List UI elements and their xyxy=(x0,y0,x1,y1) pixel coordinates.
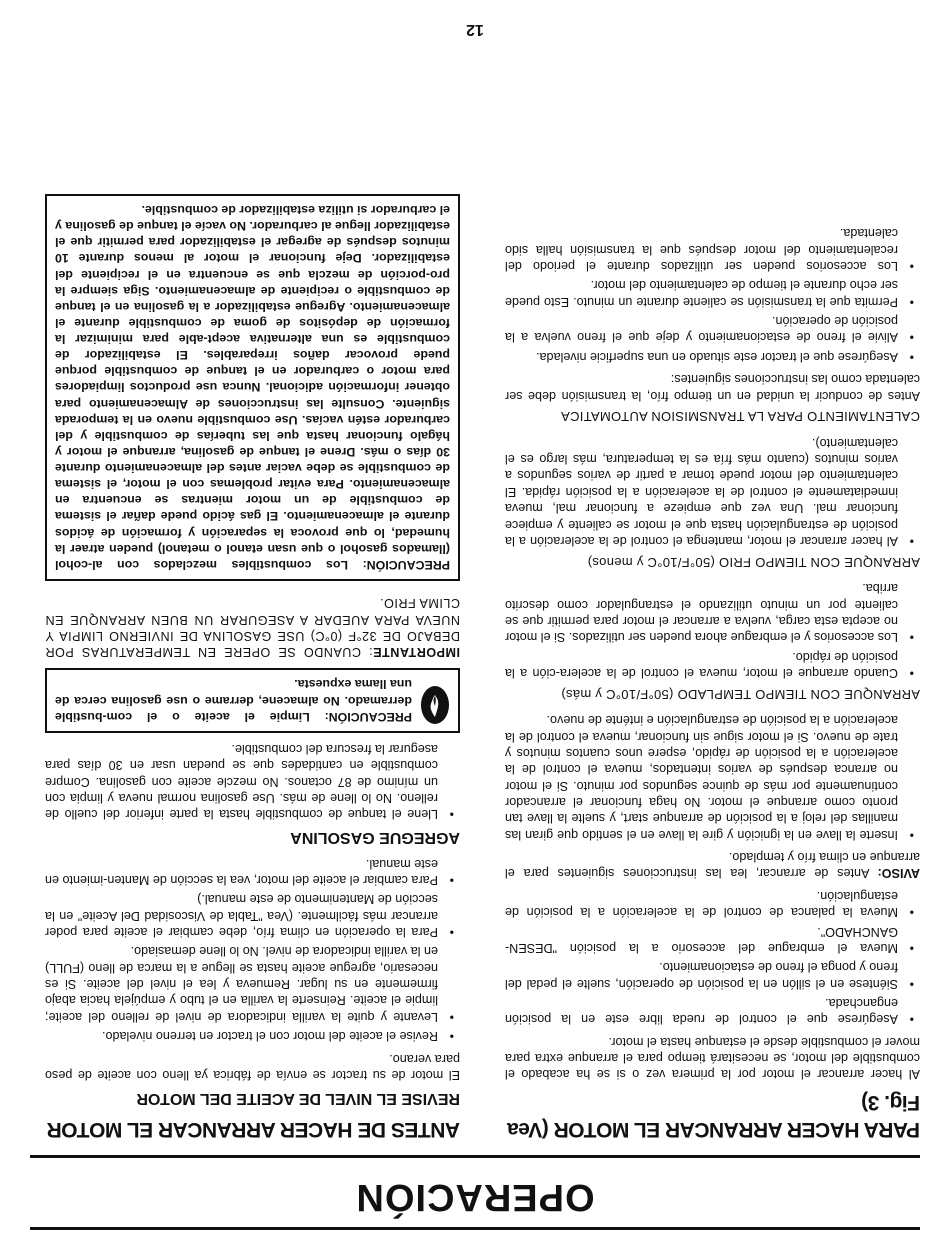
transmission-intro: Antes de conducir la unidad en un tiempo frío, la transmisión debe ser calentada como las instrucciones siguientes: xyxy=(505,372,920,403)
important-label: IMPORTANTE xyxy=(372,645,460,660)
start-engine-intro: Al hacer arrancar el motor por la primera vez o si se ha acabado el combustible del motor, se necesitará tiempo para el arranque extra para mover el combustible desde el estanque hasta el motor. xyxy=(505,1034,920,1082)
cold-weather-heading: ARRANQUE CON TIEMPO FRIO (50°F/10°C y menos) xyxy=(587,554,920,570)
before-start-heading: ANTES DE HACER ARRANCAR EL MOTOR xyxy=(47,1118,460,1141)
notice-label: AVISO: xyxy=(877,866,920,881)
notice-paragraph xyxy=(505,849,920,882)
list-item: • Cuando arranque el motor, mueva el control de la acelera-ción a la posición de rápido. xyxy=(505,648,898,681)
top-rule xyxy=(30,1227,920,1230)
notice-text: Antes de arrancar, lea las instrucciones siguientes para el arranque en clima frío y templado. xyxy=(505,850,920,881)
page-title: OPERACIÓN xyxy=(355,1176,595,1218)
caution-spill-text: PRECAUCIÓN: Limpie el aceite o el com-bustible derramado. No almacene, derrame o use gasolina cerca de una llama expuesta. xyxy=(55,677,412,724)
left-column xyxy=(505,219,920,1143)
list-item: • Revise el aceite del motor con el tractor en terreno nivelado. xyxy=(45,1028,438,1044)
important-text: : CUANDO SE OPERE EN TEMPERATURAS POR DEBAJO DE 32°F (0°C) USE GASOLINA DE INVIERNO LIMPIA Y NUEVA PARA AUEDAR A ASEGURAR UN BUEN ARRANQUE EN CLIMA FRIO. xyxy=(45,596,460,660)
oil-level-heading: REVISE EL NIVEL DE ACEITE DEL MOTOR xyxy=(136,1089,460,1107)
list-item: • Permita que la transmisión se caliente durante un minuto. Esto puede ser echo durante el tiempo de calentamiento del motor. xyxy=(505,277,898,310)
transmission-heading: CALENTAMIENTO PARA LA TRANSMISION AUTOMATICA xyxy=(560,409,920,425)
transmission-steps-list xyxy=(505,225,920,365)
list-item: • Llene el tanque de combustible hasta la parte inferior del cuello de relleno. No lo llene de más. Use gasolina normal nueva y limpia con un mínimo de 87 octanos. No mezcle aceite con gasolina. Compre combustible en cantidades que se puedan usar en 30 días para asegurar la frescura del combustible. xyxy=(45,741,438,823)
oil-intro: El motor de su tractor se envía de fábrica ya lleno con aceite de peso para verano. xyxy=(45,1051,460,1082)
gas-steps-list xyxy=(45,741,460,823)
page-number: 12 xyxy=(466,21,484,38)
add-gasoline-heading: AGREGUE GASOLINA xyxy=(290,829,460,847)
list-item: • Los accesorios pueden ser utilizados durante el periodo del recalentamiento del motor después que la transmisión halla sido calentada. xyxy=(505,225,898,274)
list-item: • Para la operación en clima frío, debe cambiar el aceite para poder arrancar más fácilmente. (Vea "Tabla de Viscosidad Del Aceite" en la sección de Mantenimento de este manual.) xyxy=(45,891,438,940)
caution-box-alcohol xyxy=(45,194,460,581)
list-item: • Alivie el freno de estacionamiento y deje que el freno vuelva a la posición de operación. xyxy=(505,313,898,346)
list-item: • Asegúrese que el control de rueda libre este en la posición enganchada. xyxy=(505,995,898,1028)
title-rule xyxy=(30,1155,920,1158)
list-item: • Inserte la llave en la ignición y gire la llave en el sentido que giran las manillas del reloj a la posición de arranque start, y suelte la llave tan pronto como arranque el motor. No haga funcionar el arrancador continuamente por más de quince segundos por minuto. Si el motor no arranca después de varios intentados, mueva el control de la aceleración a la posición de rápido, espere unos cuantos minutos y trate de nuevo. Si el motor sigue sin funcionar, mueva el control de la aceleración a la posición de estrangulación e inténte de nuevo. xyxy=(505,712,898,843)
start-steps-list xyxy=(505,887,920,1027)
caution-box-spill xyxy=(45,668,460,732)
list-item: • Los accesorios y el embrague ahora pueden ser utilizados. Si el motor no acepta esta carga, vuelva a arrancar el motor para permitir que se caliente por un minuto utilizando el estrangulador como descrito arriba. xyxy=(505,580,898,645)
start-engine-heading: PARA HACER ARRANCAR EL MOTOR (Vea Fig. 3) xyxy=(507,1090,920,1141)
ignition-steps-list xyxy=(505,712,920,843)
fire-warning-icon xyxy=(420,685,450,725)
list-item: • Asegúrese que el tractor este situado en una superficie nivelada. xyxy=(505,348,898,364)
cold-steps-list xyxy=(505,434,920,549)
important-paragraph xyxy=(45,595,460,660)
warm-weather-heading: ARRANQUE CON TIEMPO TEMPLADO (50°F/10°C y más) xyxy=(561,686,920,702)
list-item: • Para cambiar el aceite del motor, vea la sección de Manten-imiento en este manual. xyxy=(45,855,438,888)
right-column xyxy=(45,186,460,1143)
list-item: • Mueva la palanca de control de la aceleración a la posición de estangulación. xyxy=(505,887,898,920)
caution-alcohol-text: PRECAUCIÓN: Los combustibles mezclados con al-cohol (llamados gasohol o que usan etanol o metanol) pueden atraer la humedad, lo que provoca la separación y formación de ácidos durante el almacenamiento. El gas ácido puede dañar el sistema de combustible de un motor mientras se encuentra en almacenamiento. Para evitar problemas con el motor, el sistema de combustible se debe vaciar antes del almacenamiento durante 30 días o más. Drene el tanque de gasolina, arranque el motor y hágalo funcionar hasta que las tuberías de combustible y del carburador estén vacías. Use combustible nuevo en la temporada siguiente. Consulte las instrucciones de Almacenamiento para obtener información adicional. Nunca use productos limpiadores para motor o carburador en el tanque de combustible porque puede provocar daños irreparables. El estabilizador de combustible es una alternativa acept-able para minimizar la formación de depósitos de goma de combustible durante el almacenamiento. Agregue estabilizador a la gasolina en el tanque de combustible o recipiente de almacenamiento. Siga siempre la pro-porción de mezcla que se encuentra en el recipiente del estabilizador. Deje funcionar el motor al menos durante 10 minutos después de agregar el estabilizador para permitir que el estabilizador llegue al carburador. No vacíe el tanque de gasolina y el carburador si utiliza estabilizador de combustible. xyxy=(55,203,450,572)
list-item: • Levante y quite la varilla indicadora de nivel de relleno del aceite; limpie el aceite. Reinserte la varilla en el tubo y empújela hacia abajo firmemente en su lugar. Remueva y lea el nivel del aceite. Si es necesario, agregue aceite hasta se llegue a la marca de lleno (FULL) en la varilla indicadora de nivel. No lo llene demasiado. xyxy=(45,943,438,1025)
list-item: • Al hacer arrancar el motor, mantenga el control de la aceleración a la posición de estrangulación hasta que el motor se caliente y empiece funcionar mal. Una vez que empieze a funcionar mal, mueva inmediatamente el control de la aceleración a la posición rápida. El calentamiento del motor puede tomar a partir de varios segundos a varios minutos (cuanto más fría es la temperatura, más largo es el calentamiento). xyxy=(505,434,898,549)
warm-steps-list xyxy=(505,580,920,681)
oil-steps-list xyxy=(45,855,460,1044)
list-item: • Mueva el embrague del accesorio a la posición "DESEN-GANCHADO". xyxy=(505,923,898,956)
list-item: • Siéntese en el sillón en la posición de operación, suelte el pedal del freno y ponga el freno de estacionamiento. xyxy=(505,959,898,992)
